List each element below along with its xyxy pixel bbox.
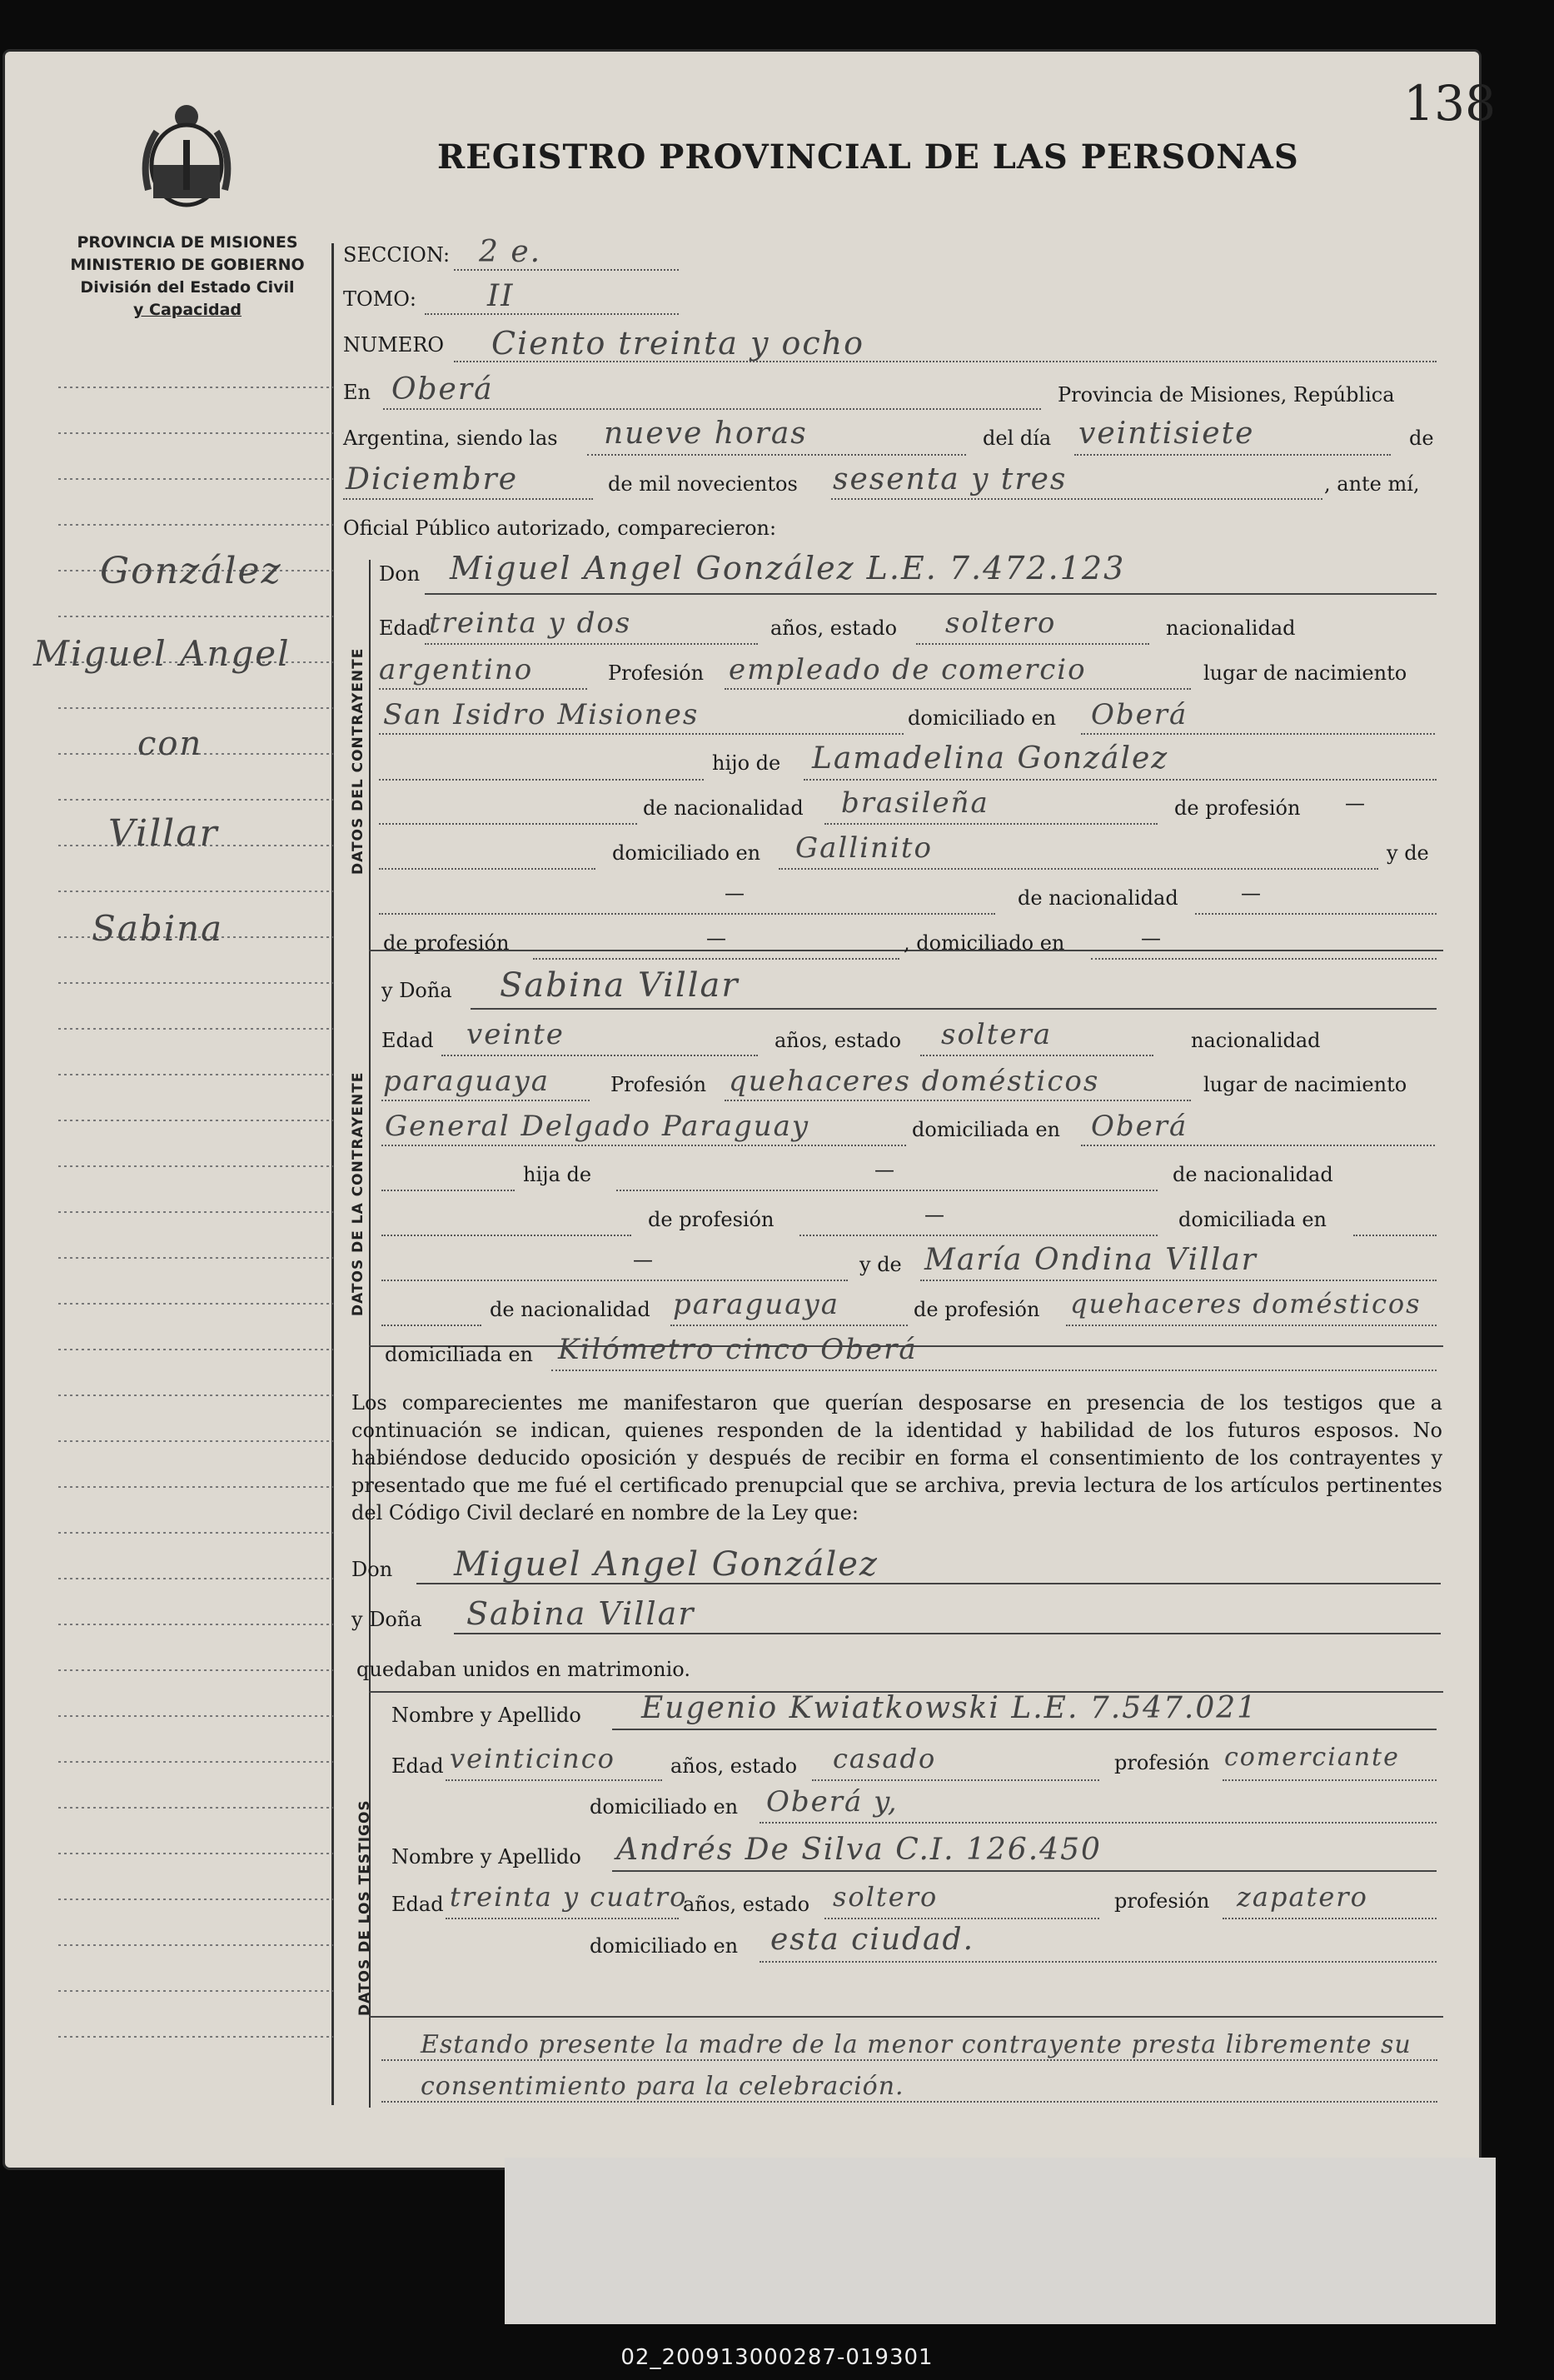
t2-nombre: Andrés De Silva C.I. 126.450 [616,1833,1102,1867]
union-don-label: Don [351,1558,393,1581]
rule [725,688,1191,690]
domicilio-label: domiciliado en [908,706,1057,730]
nota-line: Estando presente la madre de la menor contrayente presta libremente su consentimiento para la celebración. [421,2030,1412,2101]
rule [441,1055,758,1056]
t1-edad-label: Edad [391,1754,444,1778]
rule [824,823,1158,825]
rule [1081,733,1435,735]
contrayenta-lugar: General Delgado Paraguay [385,1110,810,1143]
contrayente-otro-dom: — [706,926,726,950]
rule [670,1325,908,1326]
de-nac2-label: de nacionalidad [490,1298,650,1321]
contrayente-padre: Lamadelina González [812,741,1169,776]
contrayenta-madre: María Ondina Villar [924,1243,1258,1277]
rule [587,454,966,456]
rule [551,1370,1437,1371]
contrayenta-madre-dom: Kilómetro cinco Oberá [558,1333,918,1366]
contrayente-nacionalidad: argentino [379,653,534,686]
rule [381,1145,906,1146]
t1-nombre-label: Nombre y Apellido [391,1704,581,1727]
seccion-value: 2 e. [479,235,542,269]
t2-dom-label: domiciliado en [590,1934,739,1958]
rule [831,498,1322,500]
de-prof2-label: de profesión [914,1298,1040,1321]
t1-edad: veinticinco [450,1743,615,1774]
rule [760,1961,1437,1963]
tomo-value: II [487,279,515,313]
contrayente-otro-nac: — [725,881,745,905]
rule [779,868,1378,870]
dom3-label: , domiciliado en [904,931,1065,955]
rule [379,688,587,690]
rule [1074,454,1391,456]
y-de-label: y de [1387,841,1429,865]
contrayente-otro-dom2: — [1141,926,1161,950]
en-label: En [343,381,371,404]
rule [1223,1918,1437,1919]
rule [379,733,904,735]
de-nac2-label: de nacionalidad [1018,886,1178,910]
section-bracket [369,560,371,1780]
side-label-testigos: DATOS DE LOS TESTIGOS [356,1799,373,2016]
tomo-label: TOMO: [343,287,417,311]
contrayenta-madre-nac: paraguaya [673,1288,839,1321]
domicilio-label: domiciliada en [912,1118,1060,1141]
mes-value: Diciembre [346,462,519,496]
en-value: Oberá [391,372,494,407]
rule [725,1100,1191,1101]
t1-estado: casado [833,1743,937,1774]
rule [454,269,679,271]
estado-label: años, estado [775,1029,902,1052]
rule [446,1779,662,1781]
rule [1223,1779,1437,1781]
argentina-label: Argentina, siendo las [343,427,558,450]
dia-label: del día [983,427,1052,450]
contrayente-estado: soltero [945,606,1057,640]
edad-label: Edad [379,616,431,640]
numero-label: NUMERO [343,333,445,357]
ministry-line: PROVINCIA DE MISIONES [77,233,298,252]
de-label: de [1409,427,1434,450]
t1-dom: Oberá y, [766,1785,899,1819]
profesion-label: Profesión [610,1073,707,1096]
de-nac-label: de nacionalidad [1173,1163,1333,1186]
rule [446,1918,679,1919]
estado-label: años, estado [770,616,898,640]
dom2-label: domiciliada en [1178,1208,1327,1231]
margin-column [58,371,333,2107]
t1-prof: comerciante [1224,1743,1400,1772]
contrayenta-estado: soltera [941,1018,1053,1051]
backing-sheet [505,2158,1496,2324]
rule [533,958,899,960]
provincia-text: Provincia de Misiones, República [1058,383,1395,407]
de-prof2-label: de profesión [383,931,510,955]
hora-value: nueve horas [604,417,808,451]
page-number: 138 [1403,75,1496,132]
rule [379,779,704,781]
y-de-label: y de [859,1253,902,1276]
dia-value: veintisiete [1078,417,1255,451]
contrayenta-madre-prof: quehaceres domésticos [1070,1288,1422,1320]
contrayente-madre-dom: Gallinito [795,831,933,865]
rule [471,1008,1437,1010]
contrayente-profesion: empleado de comercio [729,653,1087,686]
hijo-label: hijo de [712,751,781,775]
rule [425,643,758,645]
rule [920,1055,1153,1056]
rule [381,1325,481,1326]
de-prof-label: de profesión [1174,796,1301,820]
rule [616,1190,1158,1191]
oficial-text: Oficial Público autorizado, comparecieron: [343,516,777,540]
rule [804,779,1437,781]
contrayente-madre-prof: — [1345,791,1365,815]
dom3-label: domiciliada en [385,1343,533,1366]
rule [812,1779,1099,1781]
dona-label: y Doña [381,979,452,1002]
t2-dom: esta ciudad. [770,1923,975,1957]
side-label-contrayente: DATOS DEL CONTRAYENTE [350,647,366,875]
rule [1353,1235,1437,1236]
rule [343,498,593,500]
de-nac-label: de nacionalidad [643,796,804,820]
rule [379,868,595,870]
rule [799,1235,1158,1236]
margin-note: con [137,725,203,763]
contrayente-nombre: Miguel Angel González L.E. 7.472.123 [450,550,1126,586]
statement-paragraph: Los comparecientes me manifestaron que querían desposarse en presencia de los testigos que a continuación se indican, quienes responden de la identidad y habilidad de los futuros esposos. No habiéndose deducido oposición y después de recibir en forma el consentimiento de los contrayentes y presentado que me fué el certificado prenupcial que se archiva, previa lectura de los artículos pertinentes del Código Civil declaré en nombre de la Ley que: [351,1391,1442,1524]
contrayenta-padre: — [874,1158,894,1181]
rule [383,408,1041,410]
rule [454,1633,1441,1634]
t2-estado: soltero [833,1881,939,1913]
t1-estado-label: años, estado [670,1754,798,1778]
edad-label: Edad [381,1029,434,1052]
ante-label: , ante mí, [1324,472,1420,496]
quedaban-text: quedaban unidos en matrimonio. [356,1658,690,1681]
rule [824,1918,1099,1919]
contrayenta-nacionalidad: paraguaya [383,1065,550,1098]
profesion-label: Profesión [608,661,705,685]
page-title: REGISTRO PROVINCIAL DE LAS PERSONAS [437,137,1299,177]
contrayente-lugar: San Isidro Misiones [383,698,700,731]
t2-prof: zapatero [1237,1881,1368,1913]
hija-label: hija de [523,1163,592,1186]
contrayente-edad: treinta y dos [429,606,632,640]
margin-rules [58,371,333,2103]
t2-edad: treinta y cuatro [450,1881,688,1913]
contrayenta-padre-prof: — [924,1203,944,1226]
rule [1066,1325,1437,1326]
contrayenta-padre-dom: — [633,1248,653,1271]
dom2-label: domiciliado en [612,841,761,865]
rule [1195,913,1437,915]
rule [1091,958,1437,960]
contrayente-madre-nac: brasileña [841,786,989,820]
t1-prof-label: profesión [1114,1751,1210,1774]
rule [425,593,1437,595]
rule [612,1729,1437,1730]
coat-of-arms-icon [140,98,233,223]
rule [1081,1145,1435,1146]
t2-edad-label: Edad [391,1893,444,1916]
t2-nombre-label: Nombre y Apellido [391,1845,581,1869]
contrayente-otro-prof: — [1241,881,1261,905]
union-don-value: Miguel Angel González [454,1545,879,1584]
ministry-heading [50,232,325,322]
rule [379,913,995,915]
ministry-line: MINISTERIO DE GOBIERNO [70,256,305,274]
lugar-label: lugar de nacimiento [1203,661,1407,685]
ministry-line: División del Estado Civil [80,278,295,297]
de-prof-label: de profesión [648,1208,775,1231]
ministry-line: y Capacidad [133,301,242,319]
rule [381,1100,590,1101]
contrayenta-nombre: Sabina Villar [500,966,740,1005]
margin-note: Sabina [92,908,224,949]
margin-note: González [100,550,282,592]
rule [916,643,1149,645]
t2-estado-label: años, estado [683,1893,810,1916]
union-dona-label: y Doña [351,1608,422,1631]
divider [369,2016,1443,2018]
rule [425,313,679,315]
nacionalidad-label: nacionalidad [1166,616,1296,640]
document-id: 02_200913000287-019301 [620,2345,934,2370]
numero-value: Ciento treinta y ocho [491,325,865,362]
rule [920,1280,1437,1281]
rule [760,1822,1437,1824]
don-label: Don [379,562,421,586]
contrayente-domicilio: Oberá [1091,698,1188,731]
contrayenta-profesion: quehaceres domésticos [729,1065,1100,1098]
nacionalidad-label: nacionalidad [1191,1029,1321,1052]
t1-nombre: Eugenio Kwiatkowski L.E. 7.547.021 [641,1691,1258,1725]
anio-value: sesenta y tres [833,462,1068,496]
rule [381,1280,848,1281]
t1-dom-label: domiciliado en [590,1795,739,1819]
margin-note: Miguel Angel [33,633,291,674]
rule [612,1870,1437,1872]
t2-prof-label: profesión [1114,1889,1210,1913]
margin-note: Villar [108,812,219,855]
contrayenta-domicilio: Oberá [1091,1110,1188,1143]
rule [381,1235,631,1236]
anio-label: de mil novecientos [608,472,798,496]
rule [381,1190,515,1191]
rule [379,823,637,825]
seccion-label: SECCION: [343,243,451,267]
contrayenta-edad: veinte [466,1018,565,1051]
union-dona-value: Sabina Villar [466,1595,695,1632]
side-label-contrayente-f: DATOS DE LA CONTRAYENTE [350,1071,366,1316]
lugar-label: lugar de nacimiento [1203,1073,1407,1096]
